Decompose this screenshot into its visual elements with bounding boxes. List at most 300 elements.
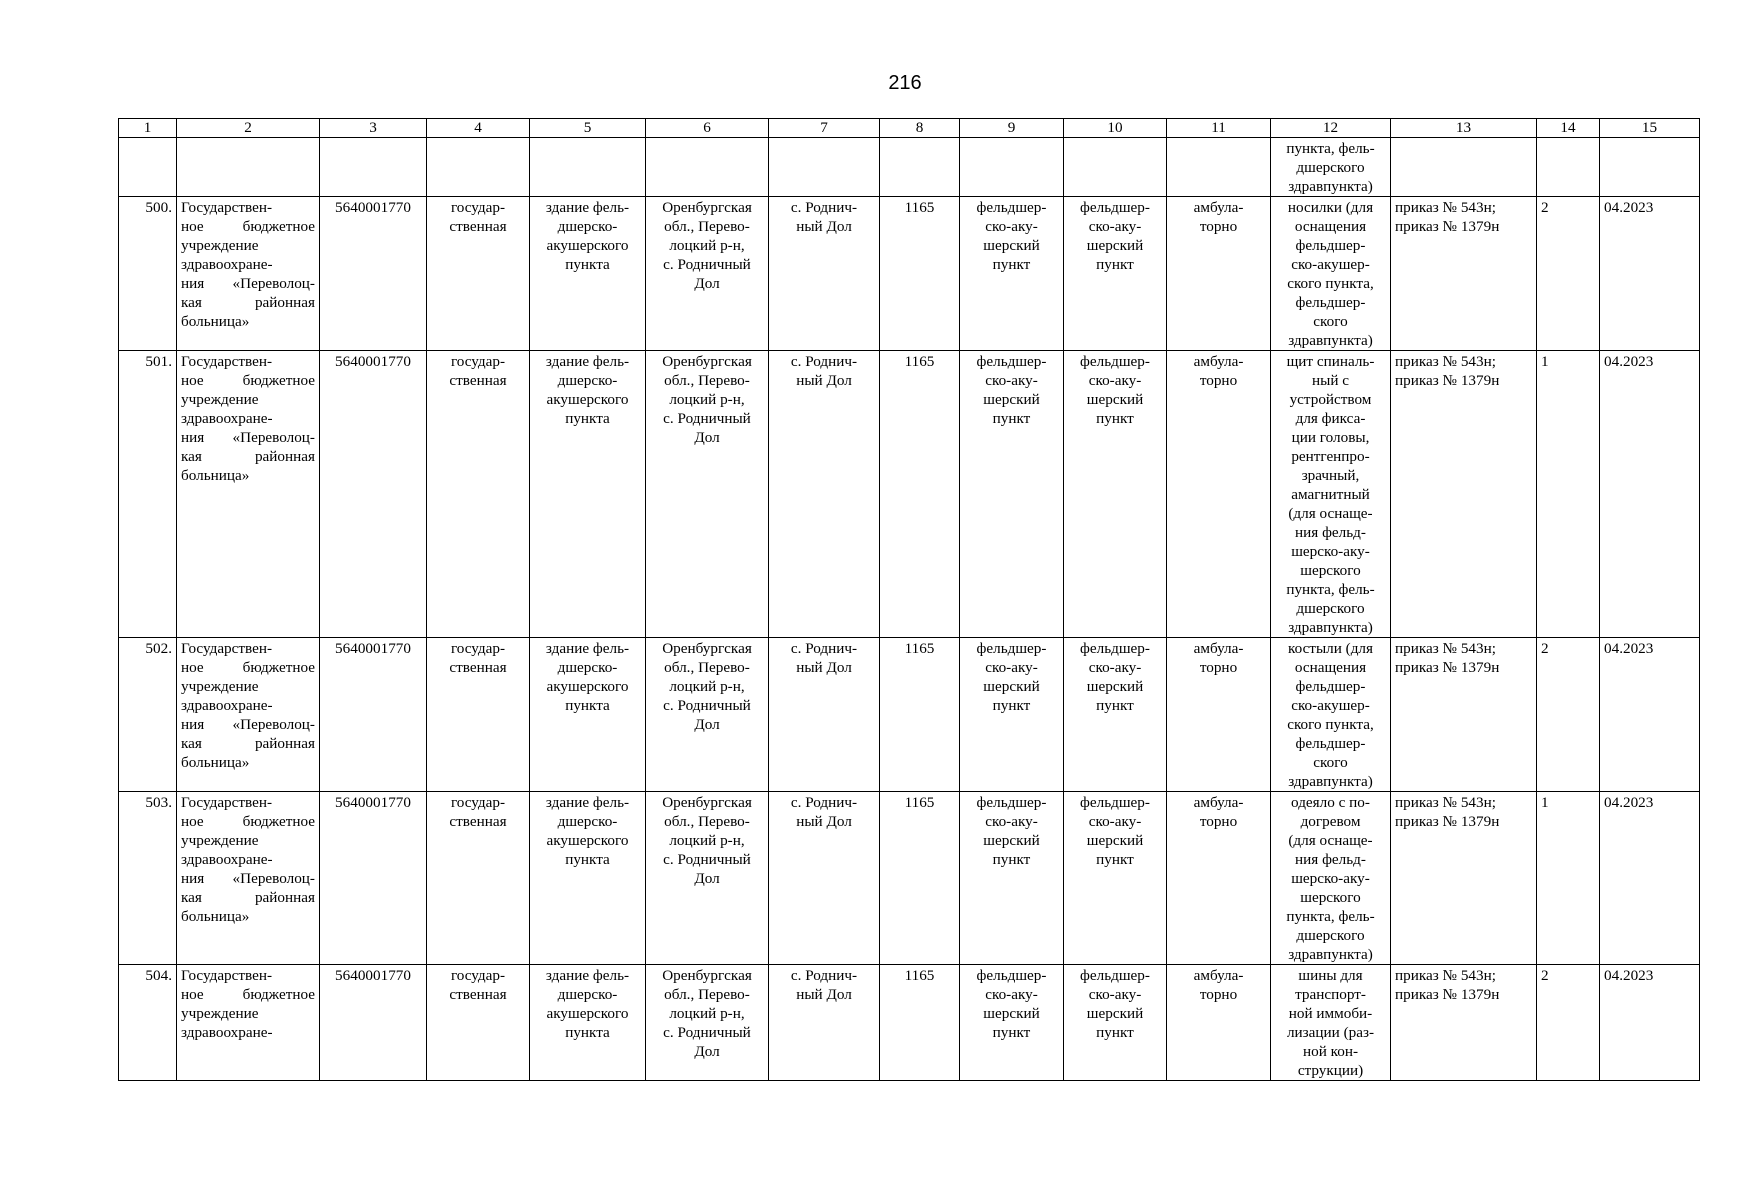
- cell-line: фельдшер-: [1295, 735, 1366, 752]
- cell-line: дшерско-: [557, 659, 618, 676]
- table-cell: [1271, 792, 1391, 965]
- table-cell: [769, 792, 880, 965]
- table-cell: [530, 197, 646, 351]
- cell-line: ное бюджетное: [181, 813, 315, 830]
- table-cell: [1600, 965, 1700, 1081]
- cell-line: ско-аку-: [1088, 813, 1142, 830]
- cell-line: [1604, 139, 1695, 158]
- cell-line: 2: [1541, 640, 1549, 657]
- cell-line: [650, 139, 764, 158]
- table-cell: [1537, 792, 1600, 965]
- table-cell: [530, 638, 646, 792]
- cell-line: струкции): [1297, 1062, 1364, 1079]
- cell-line: оснащения: [1294, 218, 1367, 235]
- cell-line: Оренбургская: [662, 967, 752, 984]
- table-cell: [530, 792, 646, 965]
- cell-line: ный с: [1312, 372, 1349, 389]
- cell-line: торно: [1199, 372, 1238, 389]
- cell-line: [964, 139, 1059, 158]
- table-cell: [1600, 638, 1700, 792]
- table-row: [119, 138, 1700, 197]
- cell-line: фельдшер-: [1080, 640, 1150, 657]
- cell-line: ной иммоби-: [1288, 1005, 1373, 1022]
- table-cell: [960, 965, 1064, 1081]
- cell-line: шерский: [1086, 678, 1144, 695]
- cell-line: приказ № 1379н: [1395, 813, 1500, 830]
- table-cell: [427, 138, 530, 197]
- cell-line: фельдшер-: [976, 199, 1047, 216]
- cell-line: ско-акушер-: [1291, 256, 1370, 273]
- cell-line: (для оснаще-: [1288, 505, 1373, 522]
- cell-line: костыли (для: [1287, 640, 1373, 657]
- table-cell: [646, 638, 769, 792]
- cell-line: приказ № 1379н: [1395, 372, 1500, 389]
- cell-line: пункт: [992, 410, 1031, 427]
- cell-line: фельдшер-: [1295, 678, 1366, 695]
- cell-line: 04.2023: [1604, 967, 1654, 984]
- cell-line: здравоохране-: [181, 851, 273, 868]
- table-cell: [119, 351, 177, 638]
- cell-line: здравпункта): [1288, 619, 1373, 636]
- cell-line: пункта, фель-: [1286, 140, 1375, 157]
- cell-line: 501.: [145, 353, 172, 370]
- cell-line: 04.2023: [1604, 353, 1654, 370]
- table-cell: [177, 351, 320, 638]
- cell-line: обл., Перево-: [664, 218, 750, 235]
- table-cell: [769, 197, 880, 351]
- cell-line: ско-аку-: [1088, 372, 1142, 389]
- cell-line: пункт: [992, 697, 1031, 714]
- cell-line: Дол: [694, 870, 720, 887]
- cell-line: амбула-: [1193, 353, 1244, 370]
- cell-line: торно: [1199, 986, 1238, 1003]
- cell-line: приказ № 543н;: [1395, 794, 1496, 811]
- cell-line: шерско-аку-: [1291, 870, 1370, 887]
- cell-line: с. Роднич-: [790, 199, 858, 216]
- cell-line: пункт: [1096, 256, 1134, 273]
- column-number: 14: [1537, 119, 1600, 138]
- table-cell: [1167, 197, 1271, 351]
- cell-line: с. Родничный: [663, 697, 751, 714]
- cell-line: ственная: [449, 218, 507, 235]
- table-cell: [1064, 138, 1167, 197]
- cell-line: торно: [1199, 218, 1238, 235]
- column-number: 15: [1600, 119, 1700, 138]
- cell-line: 5640001770: [335, 353, 411, 370]
- table-row: [119, 965, 1700, 1081]
- table-cell: [530, 138, 646, 197]
- cell-line: шерского: [1300, 889, 1361, 906]
- table-cell: [880, 792, 960, 965]
- cell-line: пункта: [565, 851, 610, 868]
- cell-line: учреждение: [181, 391, 259, 408]
- cell-line: шерский: [983, 391, 1040, 408]
- cell-line: Дол: [694, 429, 720, 446]
- cell-line: здание фель-: [545, 967, 630, 984]
- table-cell: [1064, 792, 1167, 965]
- page-number: 216: [888, 72, 922, 94]
- cell-line: больница»: [181, 754, 250, 771]
- table-cell: [769, 638, 880, 792]
- cell-line: Государствен-: [181, 199, 273, 216]
- cell-line: здравоохране-: [181, 697, 273, 714]
- cell-line: ный Дол: [796, 218, 852, 235]
- cell-line: амбула-: [1193, 640, 1244, 657]
- table-cell: [427, 351, 530, 638]
- cell-line: шерский: [983, 237, 1040, 254]
- cell-line: обл., Перево-: [664, 372, 750, 389]
- table-cell: [769, 138, 880, 197]
- cell-line: шерский: [1086, 1005, 1144, 1022]
- table-cell: [880, 197, 960, 351]
- table-cell: [1271, 138, 1391, 197]
- cell-line: пункта: [565, 697, 610, 714]
- cell-line: шерский: [983, 678, 1040, 695]
- cell-line: государ-: [450, 794, 506, 811]
- cell-line: торно: [1199, 813, 1238, 830]
- cell-line: ско-аку-: [1088, 659, 1142, 676]
- table-cell: [646, 965, 769, 1081]
- cell-line: ное бюджетное: [181, 659, 315, 676]
- cell-line: [773, 139, 875, 158]
- table-cell: [119, 638, 177, 792]
- cell-line: больница»: [181, 467, 250, 484]
- cell-line: пункт: [1096, 1024, 1134, 1041]
- table-cell: [530, 965, 646, 1081]
- cell-line: ния «Переволоц-: [181, 716, 315, 733]
- table-cell: [427, 197, 530, 351]
- cell-line: пункт: [1096, 851, 1134, 868]
- cell-line: здравоохране-: [181, 256, 273, 273]
- cell-line: приказ № 543н;: [1395, 199, 1496, 216]
- column-number: 12: [1271, 119, 1391, 138]
- cell-line: кая районная: [181, 735, 315, 752]
- cell-line: здравпункта): [1288, 773, 1373, 790]
- table-cell: [1064, 638, 1167, 792]
- cell-line: фельдшер-: [1080, 967, 1150, 984]
- cell-line: здравпункта): [1288, 178, 1373, 195]
- cell-line: Оренбургская: [662, 640, 752, 657]
- table-cell: [177, 197, 320, 351]
- cell-line: ственная: [449, 372, 507, 389]
- cell-line: учреждение: [181, 1005, 259, 1022]
- cell-line: приказ № 543н;: [1395, 640, 1496, 657]
- table-body: [119, 119, 1700, 1081]
- cell-line: ского: [1313, 754, 1348, 771]
- cell-line: 504.: [145, 967, 172, 984]
- table-cell: [1537, 138, 1600, 197]
- cell-line: [324, 139, 422, 158]
- cell-line: пункт: [992, 256, 1031, 273]
- cell-line: 2: [1541, 967, 1549, 984]
- cell-line: шерский: [983, 832, 1040, 849]
- table-cell: [177, 792, 320, 965]
- table-row: [119, 792, 1700, 965]
- cell-line: 5640001770: [335, 794, 411, 811]
- cell-line: фельдшер-: [1080, 353, 1150, 370]
- cell-line: ния «Переволоц-: [181, 275, 315, 292]
- cell-line: ско-акушер-: [1291, 697, 1370, 714]
- table-cell: [1600, 351, 1700, 638]
- cell-line: Оренбургская: [662, 199, 752, 216]
- cell-line: акушерского: [546, 391, 629, 408]
- cell-line: больница»: [181, 908, 250, 925]
- table-cell: [427, 792, 530, 965]
- cell-line: ния фельд-: [1295, 851, 1366, 868]
- table-cell: [1167, 965, 1271, 1081]
- cell-line: государ-: [450, 640, 506, 657]
- cell-line: лоцкий р-н,: [669, 832, 745, 849]
- cell-line: фельдшер-: [1295, 294, 1366, 311]
- cell-line: лоцкий р-н,: [669, 678, 745, 695]
- table-cell: [960, 638, 1064, 792]
- table-cell: [119, 138, 177, 197]
- table-cell: [1600, 138, 1700, 197]
- cell-line: здравоохране-: [181, 1024, 273, 1041]
- table-cell: [1391, 965, 1537, 1081]
- table-cell: [960, 197, 1064, 351]
- cell-line: 04.2023: [1604, 794, 1654, 811]
- cell-line: с. Роднич-: [790, 794, 858, 811]
- cell-line: Государствен-: [181, 967, 273, 984]
- cell-line: здание фель-: [545, 794, 630, 811]
- column-number: 4: [427, 119, 530, 138]
- cell-line: ния «Переволоц-: [181, 870, 315, 887]
- table-cell: [177, 638, 320, 792]
- cell-line: Дол: [694, 1043, 720, 1060]
- column-number: 3: [320, 119, 427, 138]
- cell-line: ско-аку-: [985, 372, 1038, 389]
- cell-line: торно: [1199, 659, 1238, 676]
- column-number: 11: [1167, 119, 1271, 138]
- cell-line: ственная: [449, 986, 507, 1003]
- table-cell: [320, 965, 427, 1081]
- cell-line: 04.2023: [1604, 640, 1654, 657]
- cell-line: Оренбургская: [662, 353, 752, 370]
- cell-line: обл., Перево-: [664, 659, 750, 676]
- column-number: 8: [880, 119, 960, 138]
- cell-line: рентгенпро-: [1291, 448, 1370, 465]
- cell-line: с. Родничный: [663, 1024, 751, 1041]
- table-cell: [1271, 638, 1391, 792]
- table-cell: [1391, 638, 1537, 792]
- cell-line: обл., Перево-: [664, 986, 750, 1003]
- table-cell: [177, 965, 320, 1081]
- cell-line: ное бюджетное: [181, 986, 315, 1003]
- cell-line: амбула-: [1193, 199, 1244, 216]
- table-cell: [960, 792, 1064, 965]
- cell-line: фельдшер-: [976, 640, 1047, 657]
- table-cell: [1167, 351, 1271, 638]
- cell-line: ное бюджетное: [181, 372, 315, 389]
- cell-line: учреждение: [181, 832, 259, 849]
- cell-line: кая районная: [181, 889, 315, 906]
- table-cell: [646, 138, 769, 197]
- cell-line: пункт: [992, 851, 1031, 868]
- cell-line: больница»: [181, 313, 250, 330]
- table-cell: [646, 197, 769, 351]
- cell-line: [884, 139, 955, 158]
- cell-line: здание фель-: [545, 353, 630, 370]
- cell-line: ско-аку-: [1088, 986, 1142, 1003]
- cell-line: Государствен-: [181, 794, 273, 811]
- cell-line: пункта, фель-: [1286, 908, 1375, 925]
- cell-line: с. Родничный: [663, 256, 751, 273]
- cell-line: дшерско-: [557, 813, 618, 830]
- column-number: 9: [960, 119, 1064, 138]
- table-cell: [880, 351, 960, 638]
- cell-line: [123, 139, 172, 158]
- table-cell: [1537, 965, 1600, 1081]
- cell-line: шерский: [1086, 391, 1144, 408]
- cell-line: с. Роднич-: [790, 353, 858, 370]
- cell-line: приказ № 1379н: [1395, 218, 1500, 235]
- cell-line: шерского: [1300, 562, 1361, 579]
- table-cell: [769, 965, 880, 1081]
- table-row: [119, 638, 1700, 792]
- table-cell: [530, 351, 646, 638]
- cell-line: здание фель-: [545, 199, 630, 216]
- cell-line: лоцкий р-н,: [669, 237, 745, 254]
- cell-line: 2: [1541, 199, 1549, 216]
- cell-line: транспорт-: [1295, 986, 1366, 1003]
- table-cell: [1600, 197, 1700, 351]
- cell-line: 5640001770: [335, 640, 411, 657]
- cell-line: ный Дол: [796, 372, 852, 389]
- cell-line: 1165: [904, 640, 935, 657]
- cell-line: Оренбургская: [662, 794, 752, 811]
- cell-line: приказ № 543н;: [1395, 967, 1496, 984]
- table-row: [119, 351, 1700, 638]
- cell-line: ния «Переволоц-: [181, 429, 315, 446]
- cell-line: здравоохране-: [181, 410, 273, 427]
- table-cell: [1537, 638, 1600, 792]
- cell-line: ции головы,: [1291, 429, 1370, 446]
- cell-line: пункта: [565, 410, 610, 427]
- cell-line: шерский: [983, 1005, 1040, 1022]
- cell-line: Дол: [694, 716, 720, 733]
- table-cell: [1600, 792, 1700, 965]
- cell-line: приказ № 1379н: [1395, 986, 1500, 1003]
- cell-line: здание фель-: [545, 640, 630, 657]
- table-cell: [646, 351, 769, 638]
- table-cell: [320, 638, 427, 792]
- cell-line: зрачный,: [1301, 467, 1360, 484]
- table-cell: [1537, 351, 1600, 638]
- cell-line: для фикса-: [1295, 410, 1366, 427]
- cell-line: дшерско-: [557, 372, 618, 389]
- cell-line: [1171, 139, 1266, 158]
- cell-line: 1: [1541, 353, 1549, 370]
- cell-line: ско-аку-: [1088, 218, 1142, 235]
- column-number: 7: [769, 119, 880, 138]
- cell-line: амбула-: [1193, 794, 1244, 811]
- table-cell: [427, 638, 530, 792]
- table-cell: [1391, 792, 1537, 965]
- cell-line: ния фельд-: [1295, 524, 1366, 541]
- cell-line: оснащения: [1294, 659, 1367, 676]
- table-cell: [1271, 965, 1391, 1081]
- table-cell: [880, 638, 960, 792]
- cell-line: ный Дол: [796, 659, 852, 676]
- table-cell: [960, 138, 1064, 197]
- cell-line: фельдшер-: [976, 967, 1047, 984]
- cell-line: Дол: [694, 275, 720, 292]
- table-cell: [1064, 965, 1167, 1081]
- column-number: 13: [1391, 119, 1537, 138]
- cell-line: здравпункта): [1288, 332, 1373, 349]
- cell-line: пункт: [1096, 697, 1134, 714]
- cell-line: пункта: [565, 1024, 610, 1041]
- column-number: 5: [530, 119, 646, 138]
- table-cell: [320, 138, 427, 197]
- cell-line: устройством: [1289, 391, 1372, 408]
- cell-line: (для оснаще-: [1288, 832, 1373, 849]
- cell-line: шерско-аку-: [1291, 543, 1370, 560]
- column-number: 6: [646, 119, 769, 138]
- registry-table: [118, 118, 1700, 1081]
- cell-line: лизации (раз-: [1286, 1024, 1375, 1041]
- column-number: 10: [1064, 119, 1167, 138]
- cell-line: кая районная: [181, 294, 315, 311]
- cell-line: 1165: [904, 967, 935, 984]
- table-cell: [119, 197, 177, 351]
- cell-line: амбула-: [1193, 967, 1244, 984]
- table-cell: [960, 351, 1064, 638]
- cell-line: дшерско-: [557, 986, 618, 1003]
- cell-line: кая районная: [181, 448, 315, 465]
- cell-line: лоцкий р-н,: [669, 391, 745, 408]
- cell-line: обл., Перево-: [664, 813, 750, 830]
- table-cell: [1391, 197, 1537, 351]
- table-cell: [1271, 351, 1391, 638]
- cell-line: ной кон-: [1302, 1043, 1359, 1060]
- cell-line: учреждение: [181, 678, 259, 695]
- cell-line: носилки (для: [1287, 199, 1374, 216]
- cell-line: ско-аку-: [985, 813, 1038, 830]
- cell-line: 502.: [145, 640, 172, 657]
- cell-line: ского пункта,: [1287, 716, 1374, 733]
- table-cell: [1167, 792, 1271, 965]
- cell-line: [534, 139, 641, 158]
- table-cell: [1064, 351, 1167, 638]
- cell-line: акушерского: [546, 1005, 629, 1022]
- cell-line: фельдшер-: [1080, 199, 1150, 216]
- cell-line: ско-аку-: [985, 218, 1038, 235]
- table-cell: [1391, 351, 1537, 638]
- cell-line: 04.2023: [1604, 199, 1654, 216]
- cell-line: амагнитный: [1291, 486, 1370, 503]
- cell-line: ско-аку-: [985, 659, 1038, 676]
- cell-line: лоцкий р-н,: [669, 1005, 745, 1022]
- cell-line: Государствен-: [181, 353, 273, 370]
- cell-line: 500.: [145, 199, 172, 216]
- cell-line: с. Родничный: [663, 410, 751, 427]
- cell-line: [1068, 139, 1162, 158]
- cell-line: ского пункта,: [1287, 275, 1374, 292]
- cell-line: 5640001770: [335, 967, 411, 984]
- table-cell: [1064, 197, 1167, 351]
- table-cell: [119, 965, 177, 1081]
- cell-line: Государствен-: [181, 640, 273, 657]
- cell-line: 1: [1541, 794, 1549, 811]
- table-cell: [1391, 138, 1537, 197]
- table-cell: [1271, 197, 1391, 351]
- cell-line: 1165: [904, 794, 935, 811]
- table-cell: [119, 792, 177, 965]
- cell-line: дшерского: [1296, 600, 1365, 617]
- cell-line: 5640001770: [335, 199, 411, 216]
